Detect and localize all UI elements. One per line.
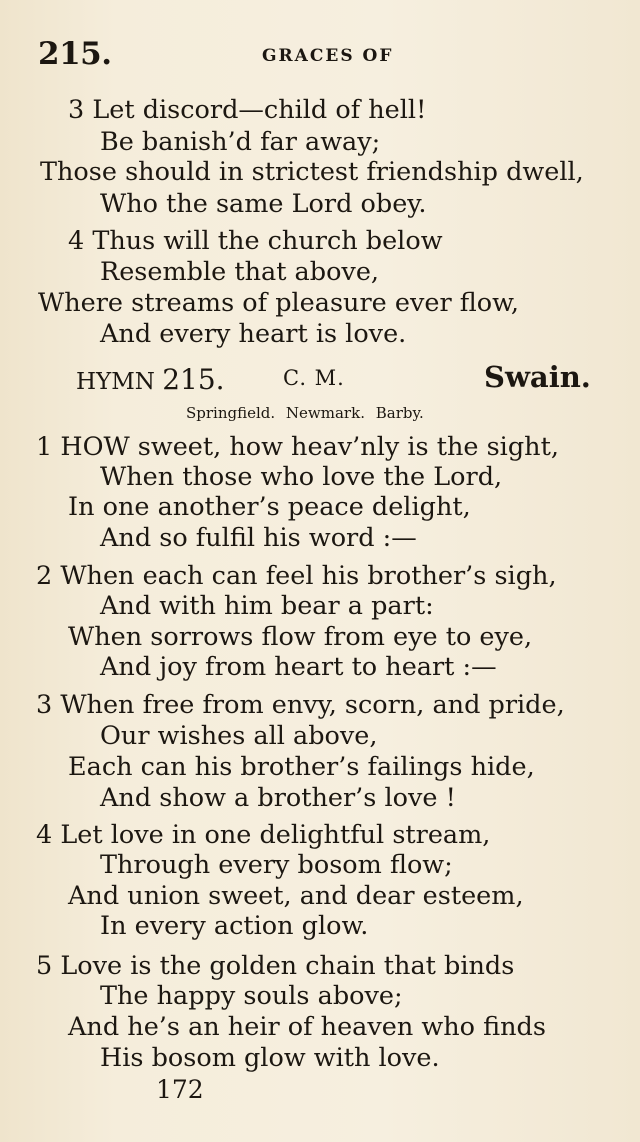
hymn-author: Swain.: [484, 360, 591, 394]
stanza-3-line-3: Each can his brother’s failings hide,: [68, 752, 535, 782]
prev-stanza-4-line-2: Resemble that above,: [100, 257, 380, 287]
stanza-1-line-3: In one another’s peace delight,: [68, 492, 471, 522]
stanza-2-line-1: 2 When each can feel his brother’s sigh,: [36, 561, 557, 591]
hymn-label: HYMN: [76, 369, 155, 395]
stanza-4-line-3: And union sweet, and dear esteem,: [68, 881, 524, 911]
stanza-2-line-3: When sorrows flow from eye to eye,: [68, 622, 533, 652]
prev-stanza-4-line-3: Where streams of pleasure ever flow,: [38, 288, 520, 318]
stanza-4-line-2: Through every bosom flow;: [100, 850, 453, 880]
tune-names: Springfield. Newmark. Barby.: [186, 404, 424, 422]
stanza-5-line-1: 5 Love is the golden chain that binds: [36, 951, 515, 981]
prev-stanza-4-line-4: And every heart is love.: [100, 319, 407, 349]
stanza-4-line-1: 4 Let love in one delightful stream,: [36, 820, 491, 850]
stanza-4-line-4: In every action glow.: [100, 911, 369, 941]
prev-stanza-3-line-4: Who the same Lord obey.: [100, 189, 427, 219]
stanza-1-line-4: And so fulfil his word :—: [100, 523, 417, 553]
prev-stanza-3-line-1: 3 Let discord—child of hell!: [68, 95, 427, 125]
hymn-meter: C. M.: [283, 366, 345, 390]
prev-stanza-4-line-1: 4 Thus will the church below: [68, 226, 443, 256]
hymn-number: 215.: [162, 363, 225, 396]
stanza-5-line-3: And he’s an heir of heaven who finds: [68, 1012, 546, 1042]
stanza-3-line-2: Our wishes all above,: [100, 721, 378, 751]
stanza-3-line-1: 3 When free from envy, scorn, and pride,: [36, 690, 565, 720]
prev-stanza-3-line-2: Be banish’d far away;: [100, 127, 381, 157]
stanza-3-line-4: And show a brother’s love !: [100, 783, 456, 813]
stanza-1-line-1: 1 HOW sweet, how heav’nly is the sight,: [36, 432, 559, 462]
stanza-2-line-2: And with him bear a part:: [100, 591, 434, 621]
prev-stanza-3-line-3: Those should in strictest friendship dwell,: [40, 157, 584, 187]
stanza-1-line-2: When those who love the Lord,: [100, 462, 503, 492]
stanza-5-line-2: The happy souls above;: [100, 981, 403, 1011]
signature-number: 172: [156, 1075, 204, 1104]
stanza-5-line-4: His bosom glow with love.: [100, 1043, 440, 1073]
running-head: GRACES OF: [262, 46, 394, 66]
stanza-2-line-4: And joy from heart to heart :—: [100, 652, 497, 682]
page-number: 215.: [38, 36, 112, 72]
hymn-heading: [76, 363, 225, 396]
